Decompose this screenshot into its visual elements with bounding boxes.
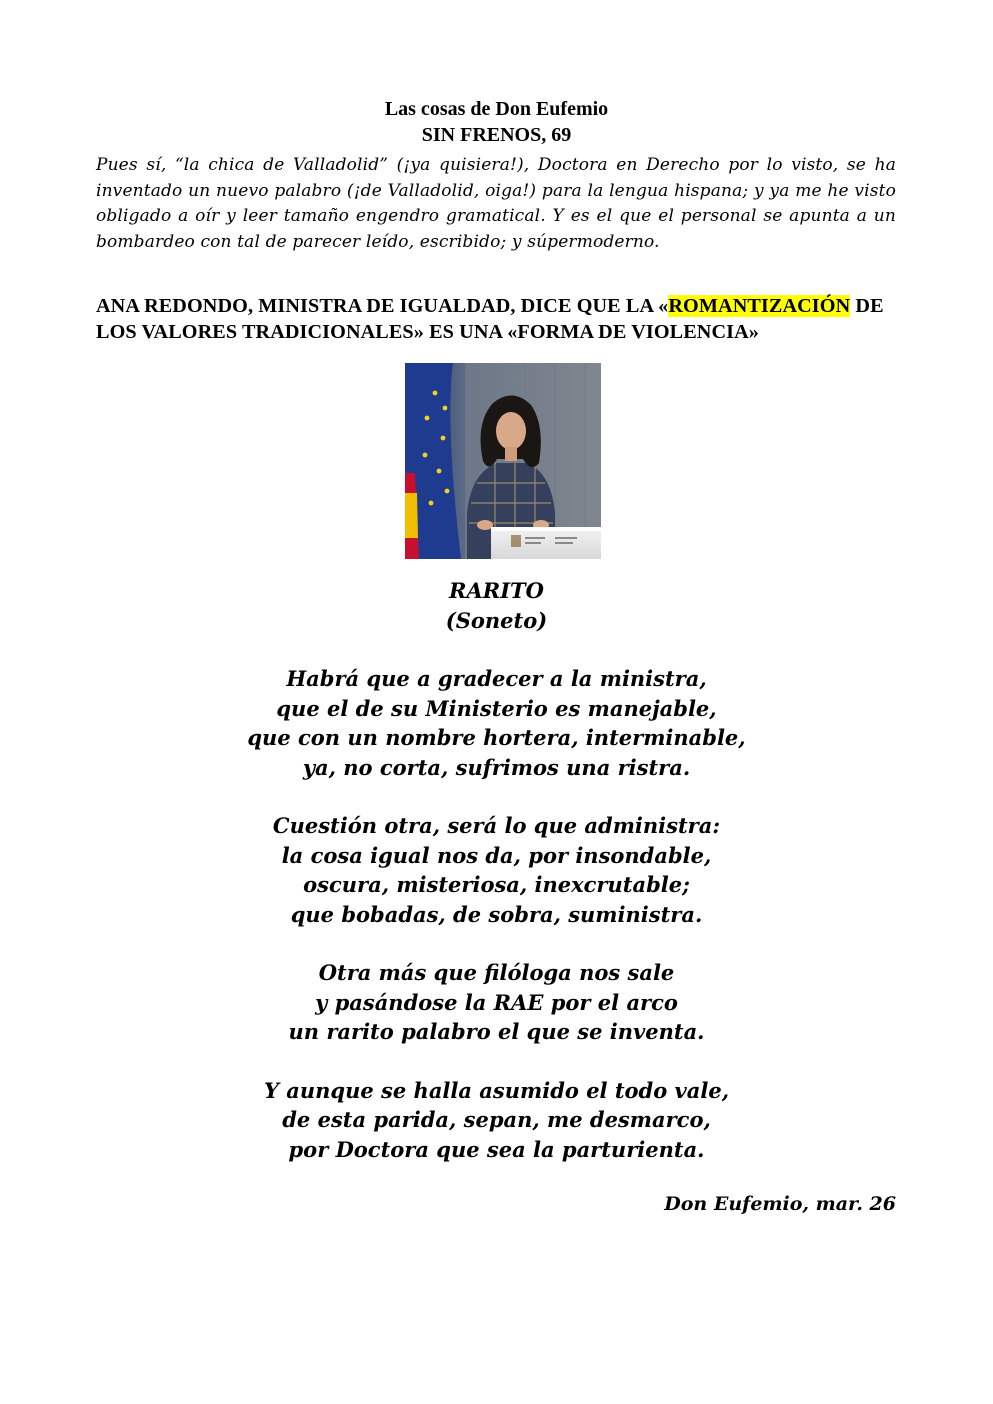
verse-line: Habrá que a gradecer a la ministra, [286,666,707,691]
news-headline [96,293,900,345]
stanza [0,958,993,1047]
poem-heading [0,576,993,636]
document-subtitle: SIN FRENOS, 69 [421,124,572,146]
verse-line: oscura, misteriosa, inexcrutable; [303,872,690,897]
verse-line: Y aunque se halla asumido el todo vale, [263,1077,730,1103]
stanza [0,811,993,929]
verse-line: que bobadas, de sobra, suministra. [290,901,703,927]
intro-paragraph: Pues sí, “la chica de Valladolid” (¡ya quisiera!), Doctora en Derecho por lo visto, se ha inventado un nuevo palabro (¡de Valladolid, oiga!) para la lengua hispana; y ya me he visto obligado a oír y leer tamaño engendro gramatical. Y es el que el personal se apunta a un bombardeo con tal de parecer leído, escribido; y súpermoderno. [96,155,896,252]
headline-text-after: DE LOS VALORES TRADICIONALES» ES UNA «FORMA DE VIOLENCIA» [96,295,884,343]
verse-line: que con un nombre hortera, interminable, [247,725,746,750]
headline-text-before: ANA REDONDO, MINISTRA DE IGUALDAD, DICE QUE LA « [96,295,669,317]
stanza [0,664,993,782]
headline-highlight: ROMANTIZACIÓN [668,295,851,317]
document-title: Las cosas de Don Eufemio [384,98,609,120]
verse-line: Otra más que filóloga nos sale [318,960,675,985]
verse-line: de esta parida, sepan, me desmarco, [282,1107,711,1132]
poem-title: RARITO [449,578,544,603]
verse-line: la cosa igual nos da, por insondable, [281,842,712,868]
verse-line: y pasándose la RAE por el arco [315,989,678,1015]
minister-photo [405,363,601,559]
verse-line: un rarito palabro el que se inventa. [288,1019,705,1044]
verse-line: ya, no corta, sufrimos una ristra. [302,754,691,780]
poem-subtitle: (Soneto) [445,608,548,633]
signature: Don Eufemio, mar. 26 [664,1193,896,1215]
stanza [0,1076,993,1165]
verse-line: por Doctora que sea la parturienta. [288,1136,705,1162]
poem-body [0,664,993,1193]
verse-line: Cuestión otra, será lo que administra: [272,813,721,838]
verse-line: que el de su Ministerio es manejable, [276,695,717,721]
document-header [0,96,993,148]
